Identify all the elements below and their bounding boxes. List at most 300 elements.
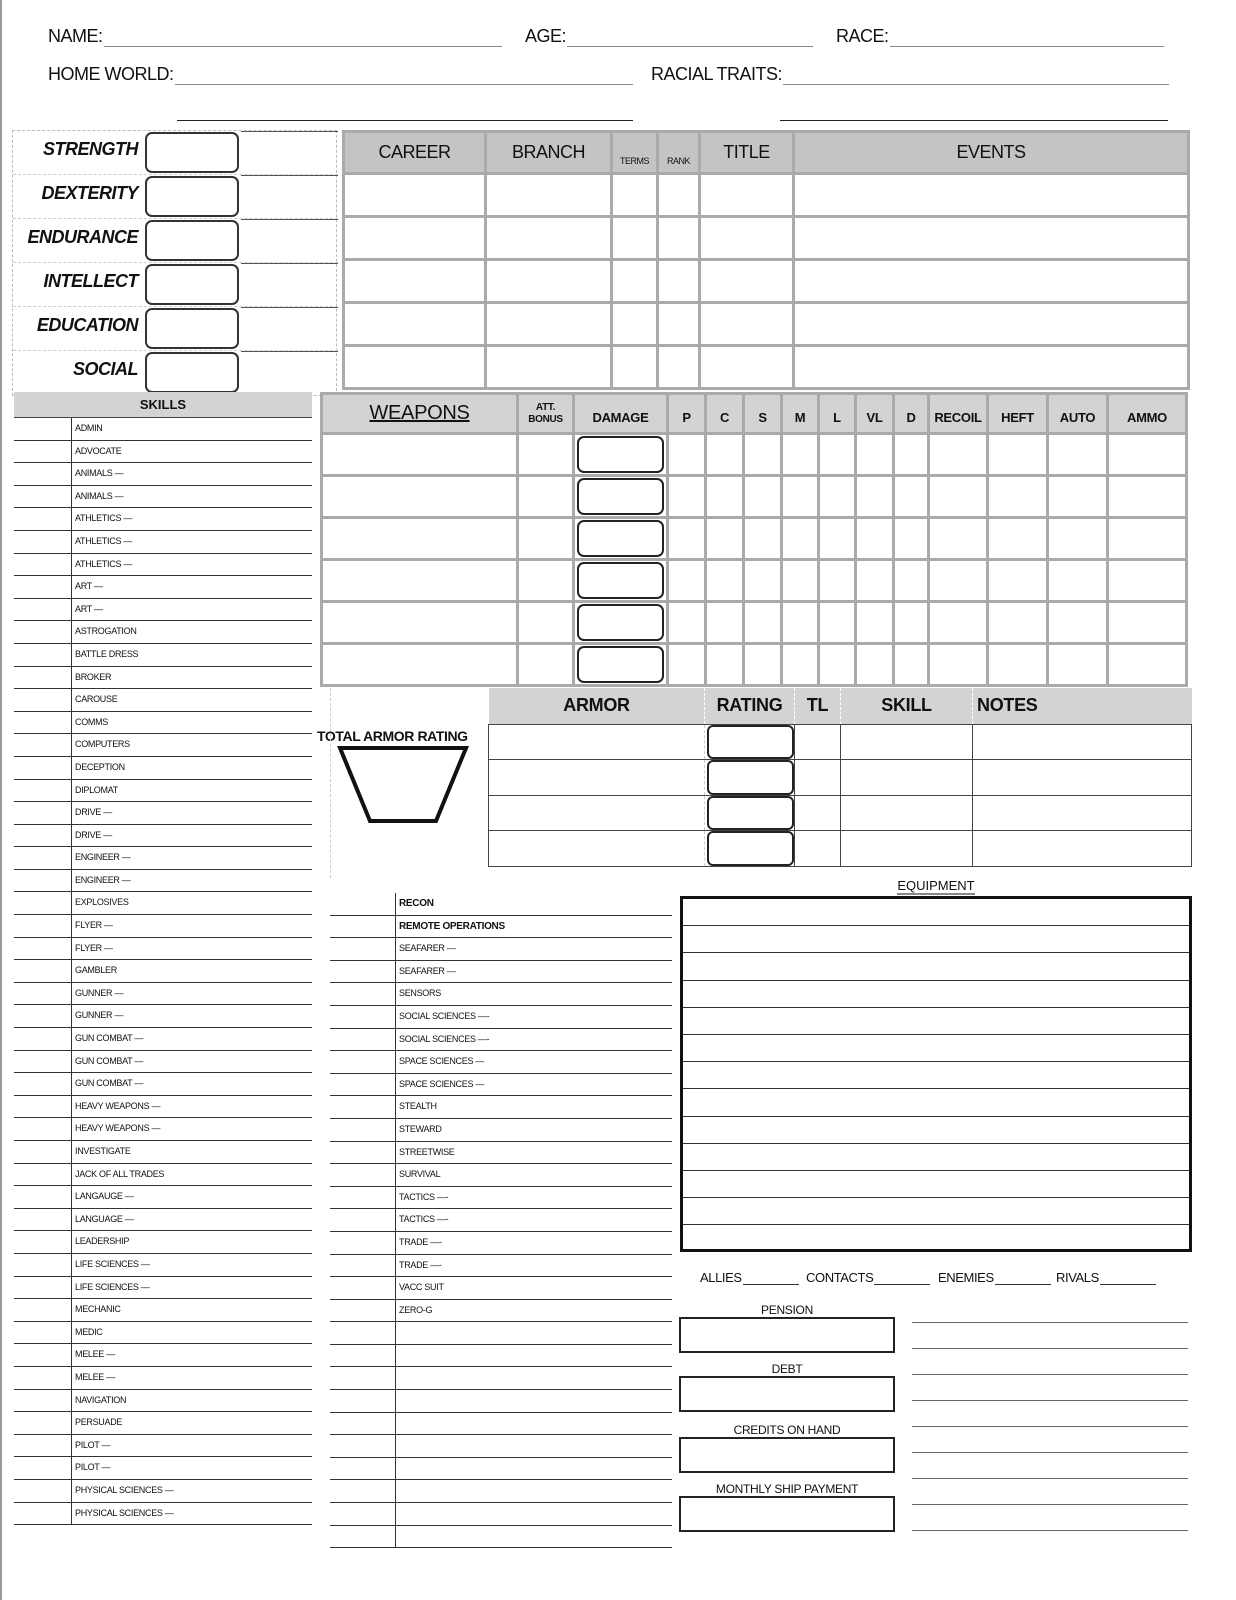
armor-notes-cell[interactable] [973,724,1192,760]
weapon-stat-cell[interactable] [668,518,706,560]
skill-level-cell[interactable] [330,1142,396,1164]
skills-list-1 [14,418,312,1525]
skill-level-cell[interactable] [14,1005,72,1027]
weapon-stat-cell[interactable] [819,476,856,518]
rank-cell[interactable] [658,260,700,303]
attribute-modifier-line[interactable] [241,263,338,264]
weapon-stat-cell[interactable] [929,518,988,560]
terms-cell[interactable] [612,217,658,260]
racial-traits-extra-line[interactable] [780,120,1168,121]
title-cell[interactable] [700,217,794,260]
weapon-stat-cell[interactable] [988,476,1048,518]
skill-level-cell[interactable] [330,1074,396,1096]
attribute-modifier-line[interactable] [241,307,338,308]
events-cell[interactable] [794,217,1189,260]
weapons-header-recoil: RECOIL [929,394,988,434]
skill-level-cell[interactable] [330,1255,396,1277]
armor-tl-cell[interactable] [795,831,841,867]
weapon-stat-cell[interactable] [856,602,894,644]
weapon-stat-cell[interactable] [929,602,988,644]
skill-level-cell[interactable] [330,1164,396,1186]
home-world-extra-line[interactable] [177,120,633,121]
notes-line[interactable] [912,1348,1188,1349]
title-cell[interactable] [700,174,794,217]
skill-level-cell[interactable] [330,1051,396,1073]
armor-rating-cell[interactable] [705,831,795,867]
equipment-line[interactable] [683,953,1189,980]
skill-level-cell[interactable] [330,1209,396,1231]
weapon-name-cell[interactable] [322,518,518,560]
weapon-name-cell[interactable] [322,644,518,686]
armor-skill-cell[interactable] [841,760,973,796]
branch-cell[interactable] [486,346,612,389]
pension-box[interactable] [679,1317,895,1353]
weapon-stat-cell[interactable] [894,434,929,476]
skill-level-cell[interactable] [330,893,396,915]
skill-level-cell[interactable] [14,667,72,689]
weapon-stat-cell[interactable] [819,560,856,602]
title-cell[interactable] [700,260,794,303]
skill-name: SPACE SCIENCES — [399,1078,485,1089]
weapon-stat-cell[interactable] [856,476,894,518]
skill-level-cell[interactable] [14,892,72,914]
weapon-stat-cell[interactable] [574,434,668,476]
racial-traits-input-line[interactable] [783,67,1169,85]
skill-level-cell[interactable] [14,1254,72,1276]
weapon-stat-cell[interactable] [1108,434,1187,476]
skill-level-cell[interactable] [330,1277,396,1299]
skill-level-cell[interactable] [14,1028,72,1050]
name-field[interactable] [48,26,502,47]
armor-rating-cell[interactable] [705,795,795,831]
title-cell[interactable] [700,303,794,346]
career-cell[interactable] [344,174,486,217]
skill-level-cell[interactable] [330,1390,396,1412]
weapon-stat-cell[interactable] [929,476,988,518]
skill-level-cell[interactable] [330,1367,396,1389]
skill-level-cell[interactable] [330,1322,396,1344]
attribute-value-box[interactable] [145,308,239,349]
skill-level-cell[interactable] [330,1187,396,1209]
ship-payment-group [679,1482,895,1532]
skill-level-cell[interactable] [330,1345,396,1367]
career-row [344,174,1189,217]
weapon-stat-cell[interactable] [668,644,706,686]
weapon-stat-cell[interactable] [744,476,782,518]
name-input-line[interactable] [104,29,502,47]
skill-level-cell[interactable] [14,1051,72,1073]
weapon-stat-cell[interactable] [706,518,744,560]
skill-level-cell[interactable] [14,960,72,982]
skill-level-cell[interactable] [14,531,72,553]
weapon-damage-box[interactable] [577,436,664,473]
attribute-modifier-line[interactable] [241,351,338,352]
weapon-stat-cell[interactable] [894,518,929,560]
equipment-line[interactable] [683,1171,1189,1198]
armor-rating-cell[interactable] [705,724,795,760]
weapon-stat-cell[interactable] [894,476,929,518]
rivals-blank[interactable] [1100,1272,1156,1285]
career-cell[interactable] [344,260,486,303]
armor-skill-cell[interactable] [841,831,973,867]
skill-level-cell[interactable] [14,1231,72,1253]
equipment-line[interactable] [683,1117,1189,1144]
rank-cell[interactable] [658,303,700,346]
weapon-stat-cell[interactable] [518,476,574,518]
weapon-stat-cell[interactable] [518,602,574,644]
skill-level-cell[interactable] [14,1367,72,1389]
notes-line[interactable] [912,1400,1188,1401]
weapons-header-c: C [706,394,744,434]
skill-level-cell[interactable] [14,1277,72,1299]
armor-rating-cell[interactable] [705,760,795,796]
skill-level-cell[interactable] [14,825,72,847]
skill-level-cell[interactable] [14,1073,72,1095]
weapon-stat-cell[interactable] [819,644,856,686]
skill-level-cell[interactable] [330,1458,396,1480]
race-input-line[interactable] [890,29,1164,47]
branch-cell[interactable] [486,217,612,260]
weapon-stat-cell[interactable] [518,560,574,602]
skill-row [330,1232,672,1255]
equipment-line[interactable] [683,1062,1189,1089]
skill-level-cell[interactable] [14,1435,72,1457]
weapon-stat-cell[interactable] [929,644,988,686]
skill-level-cell[interactable] [14,870,72,892]
skill-level-cell[interactable] [330,1029,396,1051]
equipment-line[interactable] [683,899,1189,926]
credits-group [679,1423,895,1473]
skill-level-cell[interactable] [14,1118,72,1140]
armor-tl-cell[interactable] [795,795,841,831]
skill-level-cell[interactable] [14,1322,72,1344]
weapon-stat-cell[interactable] [574,602,668,644]
armor-tl-cell[interactable] [795,724,841,760]
ship-payment-box[interactable] [679,1496,895,1532]
weapon-stat-cell[interactable] [929,434,988,476]
weapon-stat-cell[interactable] [988,644,1048,686]
weapon-stat-cell[interactable] [988,434,1048,476]
skill-level-cell[interactable] [14,1141,72,1163]
attribute-label: ENDURANCE [27,227,138,247]
skill-name: DIPLOMAT [75,784,118,795]
weapon-stat-cell[interactable] [744,602,782,644]
skill-level-cell[interactable] [14,621,72,643]
weapon-stat-cell[interactable] [1048,434,1108,476]
racial-traits-field[interactable] [651,64,1169,85]
armor-rating-box[interactable] [707,831,794,866]
weapon-stat-cell[interactable] [856,560,894,602]
skill-level-cell[interactable] [14,1480,72,1502]
attribute-modifier-line[interactable] [241,131,338,132]
notes-line[interactable] [912,1322,1188,1323]
enemies-field[interactable] [938,1270,1051,1285]
skill-name: HEAVY WEAPONS — [75,1100,161,1111]
contacts-blank[interactable] [874,1272,930,1285]
skill-level-cell[interactable] [14,508,72,530]
events-cell[interactable] [794,174,1189,217]
weapon-stat-cell[interactable] [1048,518,1108,560]
skill-level-cell[interactable] [14,1457,72,1479]
weapon-damage-box[interactable] [577,478,664,515]
skill-level-cell[interactable] [330,983,396,1005]
weapon-stat-cell[interactable] [1048,476,1108,518]
weapon-stat-cell[interactable] [782,434,819,476]
skill-name: ZERO-G [399,1304,433,1315]
skill-level-cell[interactable] [14,938,72,960]
skill-level-cell[interactable] [14,780,72,802]
skill-level-cell[interactable] [14,1164,72,1186]
equipment-line[interactable] [683,1198,1189,1225]
skill-level-cell[interactable] [14,441,72,463]
skill-level-cell[interactable] [14,1299,72,1321]
weapon-stat-cell[interactable] [574,560,668,602]
weapon-stat-cell[interactable] [782,476,819,518]
attribute-modifier-line[interactable] [241,219,338,220]
skill-level-cell[interactable] [330,1096,396,1118]
skill-level-cell[interactable] [14,418,72,440]
armor-tl-cell[interactable] [795,760,841,796]
weapon-stat-cell[interactable] [988,602,1048,644]
weapon-stat-cell[interactable] [574,476,668,518]
credits-box[interactable] [679,1437,895,1473]
career-cell[interactable] [344,217,486,260]
events-cell[interactable] [794,303,1189,346]
skill-level-cell[interactable] [14,554,72,576]
terms-cell[interactable] [612,303,658,346]
career-cell[interactable] [344,303,486,346]
weapon-stat-cell[interactable] [1048,644,1108,686]
skill-level-cell[interactable] [14,1096,72,1118]
branch-cell[interactable] [486,260,612,303]
armor-rating-box[interactable] [707,760,794,795]
attribute-value-box[interactable] [145,132,239,173]
age-field[interactable] [525,26,813,47]
skill-level-cell[interactable] [330,1300,396,1322]
skill-level-cell[interactable] [330,1006,396,1028]
weapon-stat-cell[interactable] [706,602,744,644]
weapon-stat-cell[interactable] [1108,476,1187,518]
branch-cell[interactable] [486,303,612,346]
career-cell[interactable] [344,346,486,389]
weapon-name-cell[interactable] [322,476,518,518]
weapon-row [322,644,1187,686]
skill-level-cell[interactable] [330,1413,396,1435]
weapon-stat-cell[interactable] [1108,644,1187,686]
weapon-stat-cell[interactable] [819,434,856,476]
weapon-stat-cell[interactable] [706,434,744,476]
skill-level-cell[interactable] [14,1209,72,1231]
weapon-stat-cell[interactable] [1048,602,1108,644]
skill-level-cell[interactable] [14,802,72,824]
skill-level-cell[interactable] [14,915,72,937]
weapon-stat-cell[interactable] [706,560,744,602]
armor-rating-box[interactable] [707,725,794,760]
notes-line[interactable] [912,1374,1188,1375]
notes-line[interactable] [912,1504,1188,1505]
skill-level-cell[interactable] [14,757,72,779]
skill-level-cell[interactable] [330,1435,396,1457]
skill-level-cell[interactable] [14,1503,72,1525]
skill-level-cell[interactable] [330,938,396,960]
weapon-stat-cell[interactable] [856,644,894,686]
equipment-line[interactable] [683,981,1189,1008]
notes-line[interactable] [912,1478,1188,1479]
skill-level-cell[interactable] [14,689,72,711]
skill-level-cell[interactable] [14,1186,72,1208]
notes-line[interactable] [912,1452,1188,1453]
events-cell[interactable] [794,260,1189,303]
weapon-stat-cell[interactable] [744,560,782,602]
weapon-stat-cell[interactable] [782,518,819,560]
rank-cell[interactable] [658,346,700,389]
terms-cell[interactable] [612,174,658,217]
skill-level-cell[interactable] [14,983,72,1005]
skill-level-cell[interactable] [14,1390,72,1412]
skill-level-cell[interactable] [14,1412,72,1434]
armor-skill-cell[interactable] [841,724,973,760]
attribute-value-box[interactable] [145,220,239,261]
weapon-stat-cell[interactable] [744,644,782,686]
weapon-stat-cell[interactable] [894,644,929,686]
weapon-stat-cell[interactable] [518,434,574,476]
armor-name-cell[interactable] [489,760,705,796]
notes-line[interactable] [912,1530,1188,1531]
weapon-stat-cell[interactable] [518,644,574,686]
armor-name-cell[interactable] [489,724,705,760]
weapon-name-cell[interactable] [322,560,518,602]
weapon-stat-cell[interactable] [706,644,744,686]
weapon-stat-cell[interactable] [988,518,1048,560]
skill-row [330,1322,672,1345]
skill-level-cell[interactable] [14,486,72,508]
skill-row [330,1119,672,1142]
skill-name: DECEPTION [75,761,125,772]
weapon-damage-box[interactable] [577,604,664,641]
weapon-stat-cell[interactable] [819,518,856,560]
notes-line[interactable] [912,1426,1188,1427]
skill-level-cell[interactable] [14,463,72,485]
armor-rating-box[interactable] [707,796,794,831]
weapon-stat-cell[interactable] [782,560,819,602]
equipment-line[interactable] [683,1035,1189,1062]
skill-level-cell[interactable] [14,847,72,869]
weapon-stat-cell[interactable] [668,560,706,602]
weapon-stat-cell[interactable] [782,602,819,644]
weapon-name-cell[interactable] [322,434,518,476]
weapon-damage-box[interactable] [577,562,664,599]
weapon-stat-cell[interactable] [668,434,706,476]
age-input-line[interactable] [567,29,813,47]
skill-level-cell[interactable] [330,1119,396,1141]
weapon-stat-cell[interactable] [744,434,782,476]
weapon-stat-cell[interactable] [1108,560,1187,602]
weapon-stat-cell[interactable] [819,602,856,644]
weapon-stat-cell[interactable] [706,476,744,518]
weapon-damage-box[interactable] [577,520,664,557]
equipment-line[interactable] [683,1089,1189,1116]
race-field[interactable] [836,26,1164,47]
attribute-value-box[interactable] [145,176,239,217]
enemies-blank[interactable] [995,1272,1051,1285]
home-world-input-line[interactable] [175,67,633,85]
armor-name-cell[interactable] [489,831,705,867]
attribute-modifier-line[interactable] [241,175,338,176]
skill-level-cell[interactable] [14,712,72,734]
attribute-value-box[interactable] [145,352,239,393]
skill-level-cell[interactable] [330,1480,396,1502]
allies-blank[interactable] [743,1272,799,1285]
weapon-damage-box[interactable] [577,646,664,683]
skill-level-cell[interactable] [14,734,72,756]
weapon-stat-cell[interactable] [518,518,574,560]
skill-level-cell[interactable] [330,1503,396,1525]
armor-skill-cell[interactable] [841,795,973,831]
armor-name-cell[interactable] [489,795,705,831]
skill-level-cell[interactable] [330,1232,396,1254]
skill-level-cell[interactable] [14,599,72,621]
rivals-field[interactable] [1056,1270,1156,1285]
attribute-value-box[interactable] [145,264,239,305]
weapon-stat-cell[interactable] [782,644,819,686]
weapon-stat-cell[interactable] [744,518,782,560]
armor-notes-cell[interactable] [973,760,1192,796]
title-cell[interactable] [700,346,794,389]
rank-cell[interactable] [658,217,700,260]
equipment-line[interactable] [683,926,1189,953]
rank-cell[interactable] [658,174,700,217]
skill-level-cell[interactable] [330,1526,396,1548]
weapon-stat-cell[interactable] [856,518,894,560]
terms-cell[interactable] [612,346,658,389]
weapon-stat-cell[interactable] [1048,560,1108,602]
skill-level-cell[interactable] [14,644,72,666]
skill-level-cell[interactable] [330,961,396,983]
weapon-stat-cell[interactable] [668,602,706,644]
skill-name: STREETWISE [399,1146,455,1157]
weapon-stat-cell[interactable] [988,560,1048,602]
weapon-stat-cell[interactable] [894,560,929,602]
armor-notes-cell[interactable] [973,795,1192,831]
terms-cell[interactable] [612,260,658,303]
weapon-stat-cell[interactable] [894,602,929,644]
allies-field[interactable] [700,1270,799,1285]
skill-level-cell[interactable] [330,916,396,938]
skill-level-cell[interactable] [14,1344,72,1366]
equipment-line[interactable] [683,1144,1189,1171]
skill-level-cell[interactable] [14,576,72,598]
skill-row [330,1096,672,1119]
weapon-stat-cell[interactable] [1108,518,1187,560]
equipment-line[interactable] [683,1225,1189,1252]
weapon-stat-cell[interactable] [668,476,706,518]
equipment-line[interactable] [683,1008,1189,1035]
weapon-stat-cell[interactable] [856,434,894,476]
branch-cell[interactable] [486,174,612,217]
pension-group [679,1303,895,1353]
weapon-name-cell[interactable] [322,602,518,644]
contacts-field[interactable] [806,1270,930,1285]
weapon-stat-cell[interactable] [929,560,988,602]
skill-name: ANIMALS — [75,468,124,479]
home-world-field[interactable] [48,64,633,85]
weapon-stat-cell[interactable] [1108,602,1187,644]
events-cell[interactable] [794,346,1189,389]
weapon-stat-cell[interactable] [574,644,668,686]
weapon-stat-cell[interactable] [574,518,668,560]
debt-box[interactable] [679,1376,895,1412]
armor-notes-cell[interactable] [973,831,1192,867]
